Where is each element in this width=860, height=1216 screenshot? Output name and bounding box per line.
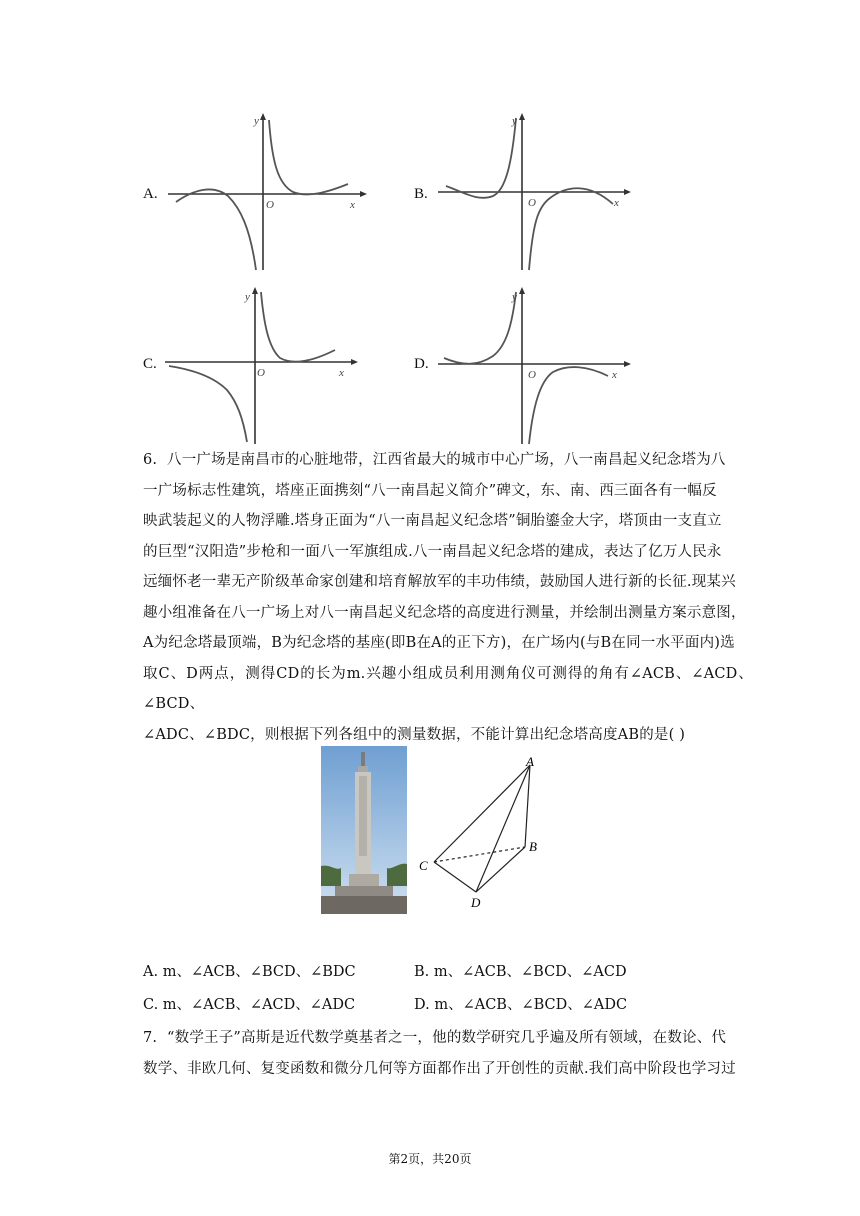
text-line: 的巨型“汉阳造”步枪和一面八一军旗组成.八一南昌起义纪念塔的建成，表达了亿万人民永: [143, 543, 722, 560]
question-7-text: [143, 1023, 753, 1084]
origin-label: O: [257, 367, 265, 379]
page-footer: 第2页，共20页: [388, 1152, 472, 1166]
text-line: 趣小组准备在八一广场上对八一南昌起义纪念塔的高度进行测量，并绘制出测量方案示意图，: [143, 604, 746, 621]
q6-option-d[interactable]: D. m、∠ACB、∠BCD、∠ADC: [414, 997, 628, 1013]
x-axis-label: x: [339, 367, 344, 379]
text-line: 远缅怀老一辈无产阶级革命家创建和培育解放军的丰功伟绩，鼓励国人进行新的长征.现某兴: [143, 574, 736, 590]
point-b-label: B: [529, 839, 537, 854]
text-line: 八一广场是南昌市的心脏地带，江西省最大的城市中心广场，八一南昌起义纪念塔为八: [167, 452, 726, 468]
question-number: 7.: [143, 1030, 158, 1046]
y-axis-label: y: [245, 291, 250, 303]
q6-option-b[interactable]: B. m、∠ACB、∠BCD、∠ACD: [414, 964, 627, 980]
option-c-graph: [165, 286, 365, 446]
y-axis-label: y: [254, 115, 259, 127]
text-line: “数学王子”高斯是近代数学奠基者之一，他的数学研究几乎遍及所有领域，在数论、代: [167, 1030, 727, 1046]
x-axis-label: x: [612, 369, 617, 381]
y-axis-label: y: [512, 115, 517, 127]
option-a-label: A.: [143, 186, 158, 202]
point-a-label: A: [526, 754, 534, 769]
origin-label: O: [528, 369, 536, 381]
option-d-label: D.: [414, 356, 429, 372]
origin-label: O: [528, 197, 536, 209]
text-line: A为纪念塔最顶端，B为纪念塔的基座(即B在A的正下方)，在广场内(与B在同一水平面内)选: [143, 635, 735, 651]
option-b-label: B.: [414, 186, 428, 202]
tetrahedron-diagram: [412, 750, 552, 919]
option-a-graph: [168, 112, 368, 272]
question-number: 6.: [143, 452, 158, 468]
text-line: 数学、非欧几何、复变函数和微分几何等方面都作出了开创性的贡献.我们高中阶段也学习过: [143, 1060, 736, 1077]
q6-option-c[interactable]: C. m、∠ACB、∠ACD、∠ADC: [143, 997, 356, 1013]
point-d-label: D: [471, 895, 481, 910]
question-6-text: [143, 445, 753, 750]
y-axis-label: y: [512, 291, 517, 303]
x-axis-label: x: [614, 197, 619, 209]
point-c-label: C: [419, 858, 428, 873]
text-line: 映武装起义的人物浮雕.塔身正面为“八一南昌起义纪念塔”铜胎鎏金大字，塔顶由一支直立: [143, 513, 722, 529]
option-b-graph: [438, 112, 638, 272]
text-line: 取C、D两点，测得CD的长为m.兴趣小组成员利用测角仪可测得的角有∠ACB、∠ACD、∠BCD、: [143, 665, 753, 712]
option-d-graph: [438, 286, 638, 446]
origin-label: O: [266, 199, 274, 211]
monument-photo: [321, 746, 407, 914]
text-line: 一广场标志性建筑，塔座正面携刻“八一南昌起义简介”碑文，东、南、西三面各有一幅反: [143, 482, 717, 499]
q6-option-a[interactable]: A. m、∠ACB、∠BCD、∠BDC: [143, 964, 356, 980]
option-c-label: C.: [143, 356, 157, 372]
x-axis-label: x: [350, 199, 355, 211]
text-line: ∠ADC、∠BDC，则根据下列各组中的测量数据，不能计算出纪念塔高度AB的是( ): [143, 726, 686, 743]
